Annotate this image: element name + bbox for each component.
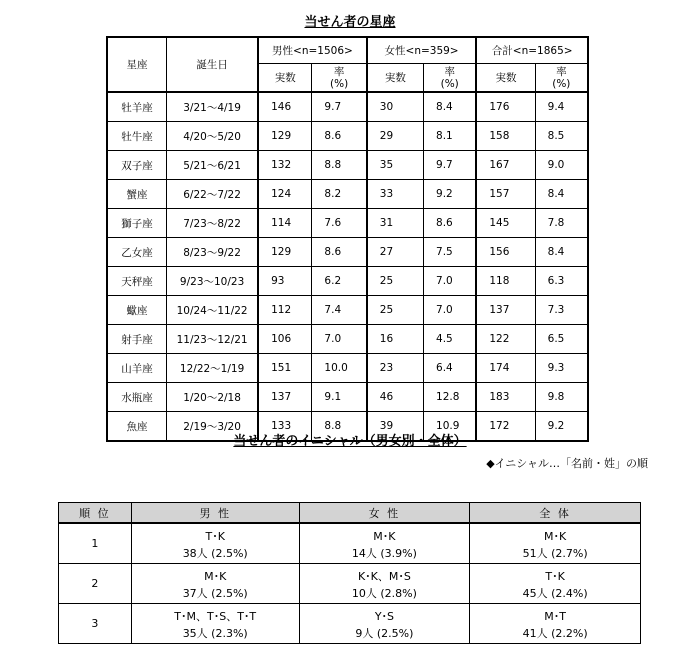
total-initials: T･K <box>545 569 565 583</box>
birthday-cell: 9/23～10/23 <box>167 267 259 296</box>
female-rate-cell: 9.2 <box>424 180 477 209</box>
sign-cell: 蠍座 <box>107 296 167 325</box>
header-total-count: 実数 <box>476 64 535 93</box>
zodiac-table <box>106 36 589 442</box>
total-rate-cell: 9.4 <box>535 92 588 122</box>
female-rate-cell: 7.0 <box>424 296 477 325</box>
male-rate-cell: 8.8 <box>312 412 367 442</box>
male-count: 35人 (2.3%) <box>182 626 248 640</box>
total-initials-cell <box>470 564 641 604</box>
male-count-cell: 106 <box>258 325 312 354</box>
male-count-cell: 132 <box>258 151 312 180</box>
table-row <box>107 209 588 238</box>
total-rate-cell: 8.4 <box>535 180 588 209</box>
total-rate-cell: 7.3 <box>535 296 588 325</box>
birthday-cell: 3/21～4/19 <box>167 92 259 122</box>
female-rate-cell: 8.6 <box>424 209 477 238</box>
total-rate-cell: 9.2 <box>535 412 588 442</box>
total-count-cell: 174 <box>476 354 535 383</box>
birthday-cell: 8/23～9/22 <box>167 238 259 267</box>
total-count-cell: 183 <box>476 383 535 412</box>
female-rate-cell: 8.1 <box>424 122 477 151</box>
total-count: 51人 (2.7%) <box>522 546 588 560</box>
male-count-cell: 114 <box>258 209 312 238</box>
female-initials: K･K、M･S <box>357 569 411 583</box>
female-count: 9人 (2.5%) <box>355 626 414 640</box>
table-row <box>107 238 588 267</box>
table-row <box>59 523 641 564</box>
male-count: 37人 (2.5%) <box>182 586 248 600</box>
initials-title <box>0 430 700 449</box>
header-total-rate: 率 (%) <box>535 64 588 93</box>
table-row <box>107 354 588 383</box>
total-rate-cell: 9.3 <box>535 354 588 383</box>
birthday-cell: 1/20～2/18 <box>167 383 259 412</box>
male-rate-cell: 9.1 <box>312 383 367 412</box>
male-rate-cell: 7.4 <box>312 296 367 325</box>
female-count-cell: 27 <box>367 238 424 267</box>
female-count-cell: 25 <box>367 296 424 325</box>
male-rate-cell: 8.6 <box>312 122 367 151</box>
sign-cell: 魚座 <box>107 412 167 442</box>
male-initials-cell <box>131 564 299 604</box>
male-count-cell: 124 <box>258 180 312 209</box>
total-count-cell: 145 <box>476 209 535 238</box>
female-rate-cell: 8.4 <box>424 92 477 122</box>
total-rate-cell: 6.5 <box>535 325 588 354</box>
total-initials: M･K <box>544 529 567 543</box>
male-initials-cell <box>131 604 299 644</box>
female-initials: Y･S <box>374 609 395 623</box>
header-male: 男性<n=1506> <box>258 37 367 64</box>
header-initials-male: 男 性 <box>131 503 299 524</box>
sign-cell: 蟹座 <box>107 180 167 209</box>
header-sign: 星座 <box>107 37 167 92</box>
male-count-cell: 137 <box>258 383 312 412</box>
rank-cell: 2 <box>59 564 132 604</box>
birthday-cell: 7/23～8/22 <box>167 209 259 238</box>
sign-cell: 獅子座 <box>107 209 167 238</box>
male-count-cell: 151 <box>258 354 312 383</box>
male-initials: T･M、T･S、T･T <box>174 609 257 623</box>
sign-cell: 牡牛座 <box>107 122 167 151</box>
female-rate-cell: 10.9 <box>424 412 477 442</box>
header-female-count: 実数 <box>367 64 424 93</box>
zodiac-title-text: 当せん者の星座 <box>304 15 396 30</box>
sign-cell: 射手座 <box>107 325 167 354</box>
male-rate-cell: 10.0 <box>312 354 367 383</box>
male-rate-cell: 8.2 <box>312 180 367 209</box>
total-rate-cell: 8.4 <box>535 238 588 267</box>
male-count-cell: 112 <box>258 296 312 325</box>
female-count-cell: 25 <box>367 267 424 296</box>
table-row <box>107 151 588 180</box>
table-row <box>59 604 641 644</box>
header-rank: 順 位 <box>59 503 132 524</box>
total-rate-cell: 9.0 <box>535 151 588 180</box>
male-rate-cell: 8.8 <box>312 151 367 180</box>
total-count-cell: 167 <box>476 151 535 180</box>
birthday-cell: 4/20～5/20 <box>167 122 259 151</box>
total-count-cell: 122 <box>476 325 535 354</box>
total-count-cell: 172 <box>476 412 535 442</box>
total-initials-cell <box>470 604 641 644</box>
total-rate-cell: 7.8 <box>535 209 588 238</box>
table-row <box>107 325 588 354</box>
male-count-cell: 93 <box>258 267 312 296</box>
initials-note: ◆イニシャル…「名前・姓」の順 <box>486 457 648 470</box>
total-rate-cell: 9.8 <box>535 383 588 412</box>
sign-cell: 天秤座 <box>107 267 167 296</box>
male-rate-cell: 9.7 <box>312 92 367 122</box>
sign-cell: 水瓶座 <box>107 383 167 412</box>
table-row <box>107 267 588 296</box>
male-rate-cell: 7.6 <box>312 209 367 238</box>
total-rate-cell: 8.5 <box>535 122 588 151</box>
header-female: 女性<n=359> <box>367 37 477 64</box>
total-count-cell: 118 <box>476 267 535 296</box>
male-rate-cell: 7.0 <box>312 325 367 354</box>
birthday-cell: 2/19～3/20 <box>167 412 259 442</box>
male-initials: M･K <box>204 569 227 583</box>
table-row <box>107 296 588 325</box>
total-initials: M･T <box>544 609 566 623</box>
total-count-cell: 156 <box>476 238 535 267</box>
female-count: 10人 (2.8%) <box>351 586 417 600</box>
female-rate-cell: 6.4 <box>424 354 477 383</box>
female-initials-cell <box>299 604 470 644</box>
sign-cell: 山羊座 <box>107 354 167 383</box>
header-female-rate: 率 (%) <box>424 64 477 93</box>
total-count-cell: 137 <box>476 296 535 325</box>
female-count-cell: 46 <box>367 383 424 412</box>
female-count-cell: 23 <box>367 354 424 383</box>
male-count-cell: 129 <box>258 122 312 151</box>
total-count-cell: 176 <box>476 92 535 122</box>
female-rate-cell: 7.0 <box>424 267 477 296</box>
header-male-count: 実数 <box>258 64 312 93</box>
male-rate-cell: 6.2 <box>312 267 367 296</box>
female-count: 14人 (3.9%) <box>351 546 417 560</box>
sign-cell: 双子座 <box>107 151 167 180</box>
header-total: 合計<n=1865> <box>476 37 588 64</box>
female-initials: M･K <box>373 529 396 543</box>
total-count: 45人 (2.4%) <box>522 586 588 600</box>
header-birthday: 誕生日 <box>167 37 259 92</box>
birthday-cell: 12/22～1/19 <box>167 354 259 383</box>
female-count-cell: 39 <box>367 412 424 442</box>
table-row <box>107 383 588 412</box>
birthday-cell: 6/22～7/22 <box>167 180 259 209</box>
female-rate-cell: 4.5 <box>424 325 477 354</box>
female-count-cell: 33 <box>367 180 424 209</box>
male-count-cell: 146 <box>258 92 312 122</box>
male-count-cell: 129 <box>258 238 312 267</box>
rank-cell: 3 <box>59 604 132 644</box>
table-row <box>107 180 588 209</box>
male-count-cell: 133 <box>258 412 312 442</box>
male-initials-cell <box>131 523 299 564</box>
female-count-cell: 16 <box>367 325 424 354</box>
birthday-cell: 11/23～12/21 <box>167 325 259 354</box>
table-row <box>107 92 588 122</box>
total-count-cell: 158 <box>476 122 535 151</box>
table-row <box>107 122 588 151</box>
initials-table <box>58 502 641 644</box>
total-count-cell: 157 <box>476 180 535 209</box>
female-initials-cell <box>299 523 470 564</box>
total-count: 41人 (2.2%) <box>522 626 588 640</box>
male-count: 38人 (2.5%) <box>182 546 248 560</box>
male-rate-cell: 8.6 <box>312 238 367 267</box>
header-initials-female: 女 性 <box>299 503 470 524</box>
female-count-cell: 31 <box>367 209 424 238</box>
female-initials-cell <box>299 564 470 604</box>
female-count-cell: 30 <box>367 92 424 122</box>
rank-cell: 1 <box>59 523 132 564</box>
female-count-cell: 35 <box>367 151 424 180</box>
male-initials: T･K <box>205 529 225 543</box>
female-rate-cell: 9.7 <box>424 151 477 180</box>
header-initials-total: 全 体 <box>470 503 641 524</box>
sign-cell: 乙女座 <box>107 238 167 267</box>
initials-title-text: 当せん者のイニシャル（男女別・全体） <box>233 434 467 449</box>
total-rate-cell: 6.3 <box>535 267 588 296</box>
header-male-rate: 率 (%) <box>312 64 367 93</box>
zodiac-title <box>0 11 700 30</box>
female-rate-cell: 12.8 <box>424 383 477 412</box>
birthday-cell: 10/24～11/22 <box>167 296 259 325</box>
female-count-cell: 29 <box>367 122 424 151</box>
total-initials-cell <box>470 523 641 564</box>
table-row <box>59 564 641 604</box>
sign-cell: 牡羊座 <box>107 92 167 122</box>
female-rate-cell: 7.5 <box>424 238 477 267</box>
birthday-cell: 5/21～6/21 <box>167 151 259 180</box>
